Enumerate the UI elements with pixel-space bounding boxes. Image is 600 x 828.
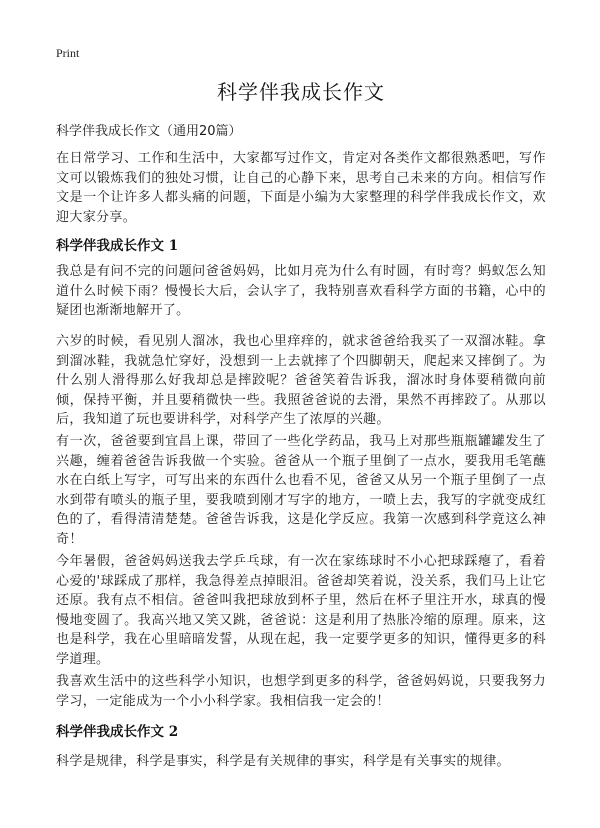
print-link[interactable]: Print <box>56 46 80 60</box>
paragraph: 六岁的时候，看见别人溜冰，我也心里痒痒的，就求爸爸给我买了一双溜冰鞋。拿到溜冰鞋，我就急忙穿好，没想到一上去就摔了个四脚朝天，爬起来又摔倒了。为什么别人滑得那么好我却总是摔跤呢？爸爸笑着告诉我，溜冰时身体要稍微向前倾，保持平衡，并且要稍微快一些。我照爸爸说的去滑，果然不再摔跤了。从那以后，我知道了玩也要讲科学，对科学产生了浓厚的兴趣。 <box>56 334 546 427</box>
paragraph: 我总是有问不完的问题问爸爸妈妈，比如月亮为什么有时圆，有时弯？蚂蚁怎么知道什么时候下雨？慢慢长大后，会认字了，我特别喜欢看科学方面的书籍，心中的疑团也渐渐地解开了。 <box>56 264 546 318</box>
paragraph: 我喜欢生活中的这些科学小知识，也想学到更多的科学，爸爸妈妈说，只要我努力学习，一定能成为一个小小科学家。我相信我一定会的！ <box>56 674 546 709</box>
document-subtitle: 科学伴我成长作文（通用20篇） <box>56 124 242 139</box>
paragraph: 今年暑假，爸爸妈妈送我去学乒乓球，有一次在家练球时不小心把球踩瘪了，看着心爱的'球踩成了那样，我急得差点掉眼泪。爸爸却笑着说，没关系，我们马上让它还原。我有点不相信。爸爸叫我把球放到杯子里，然后在杯子里注开水，球真的慢慢地变圆了。我高兴地又笑又跳，爸爸说：这是利用了热胀冷缩的原理。原来，这也是科学，我在心里暗暗发誓，从现在起，我一定要学更多的知识，懂得更多的科学道理。 <box>56 554 546 667</box>
page-title: 科学伴我成长作文 <box>217 80 385 104</box>
section-heading-1: 科学伴我成长作文 1 <box>56 238 179 254</box>
intro-paragraph: 在日常学习、工作和生活中，大家都写过作文，肯定对各类作文都很熟悉吧，写作文可以锻炼我们的独处习惯，让自己的心静下来，思考自己未来的方向。相信写作文是一个让许多人都头痛的问题，下面是小编为大家整理的科学伴我成长作文，欢迎大家分享。 <box>56 151 546 225</box>
paragraph: 科学是规律，科学是事实，科学是有关规律的事实，科学是有关事实的规律。 <box>56 754 510 769</box>
paragraph: 有一次，爸爸要到宜昌上课，带回了一些化学药品，我马上对那些瓶瓶罐罐发生了兴趣，缠着爸爸告诉我做一个实验。爸爸从一个瓶子里倒了一点水，要我用毛笔蘸水在白纸上写字，可写出来的东西什么也看不见，爸爸又从另一个瓶子里倒了一点水到带有喷头的瓶子里，要我喷到刚才写字的地方，一喷上去，我写的字就变成红色的了，看得清清楚楚。爸爸告诉我，这是化学反应。我第一次感到科学竟这么神奇！ <box>56 434 546 547</box>
section-heading-2: 科学伴我成长作文 2 <box>56 724 179 740</box>
